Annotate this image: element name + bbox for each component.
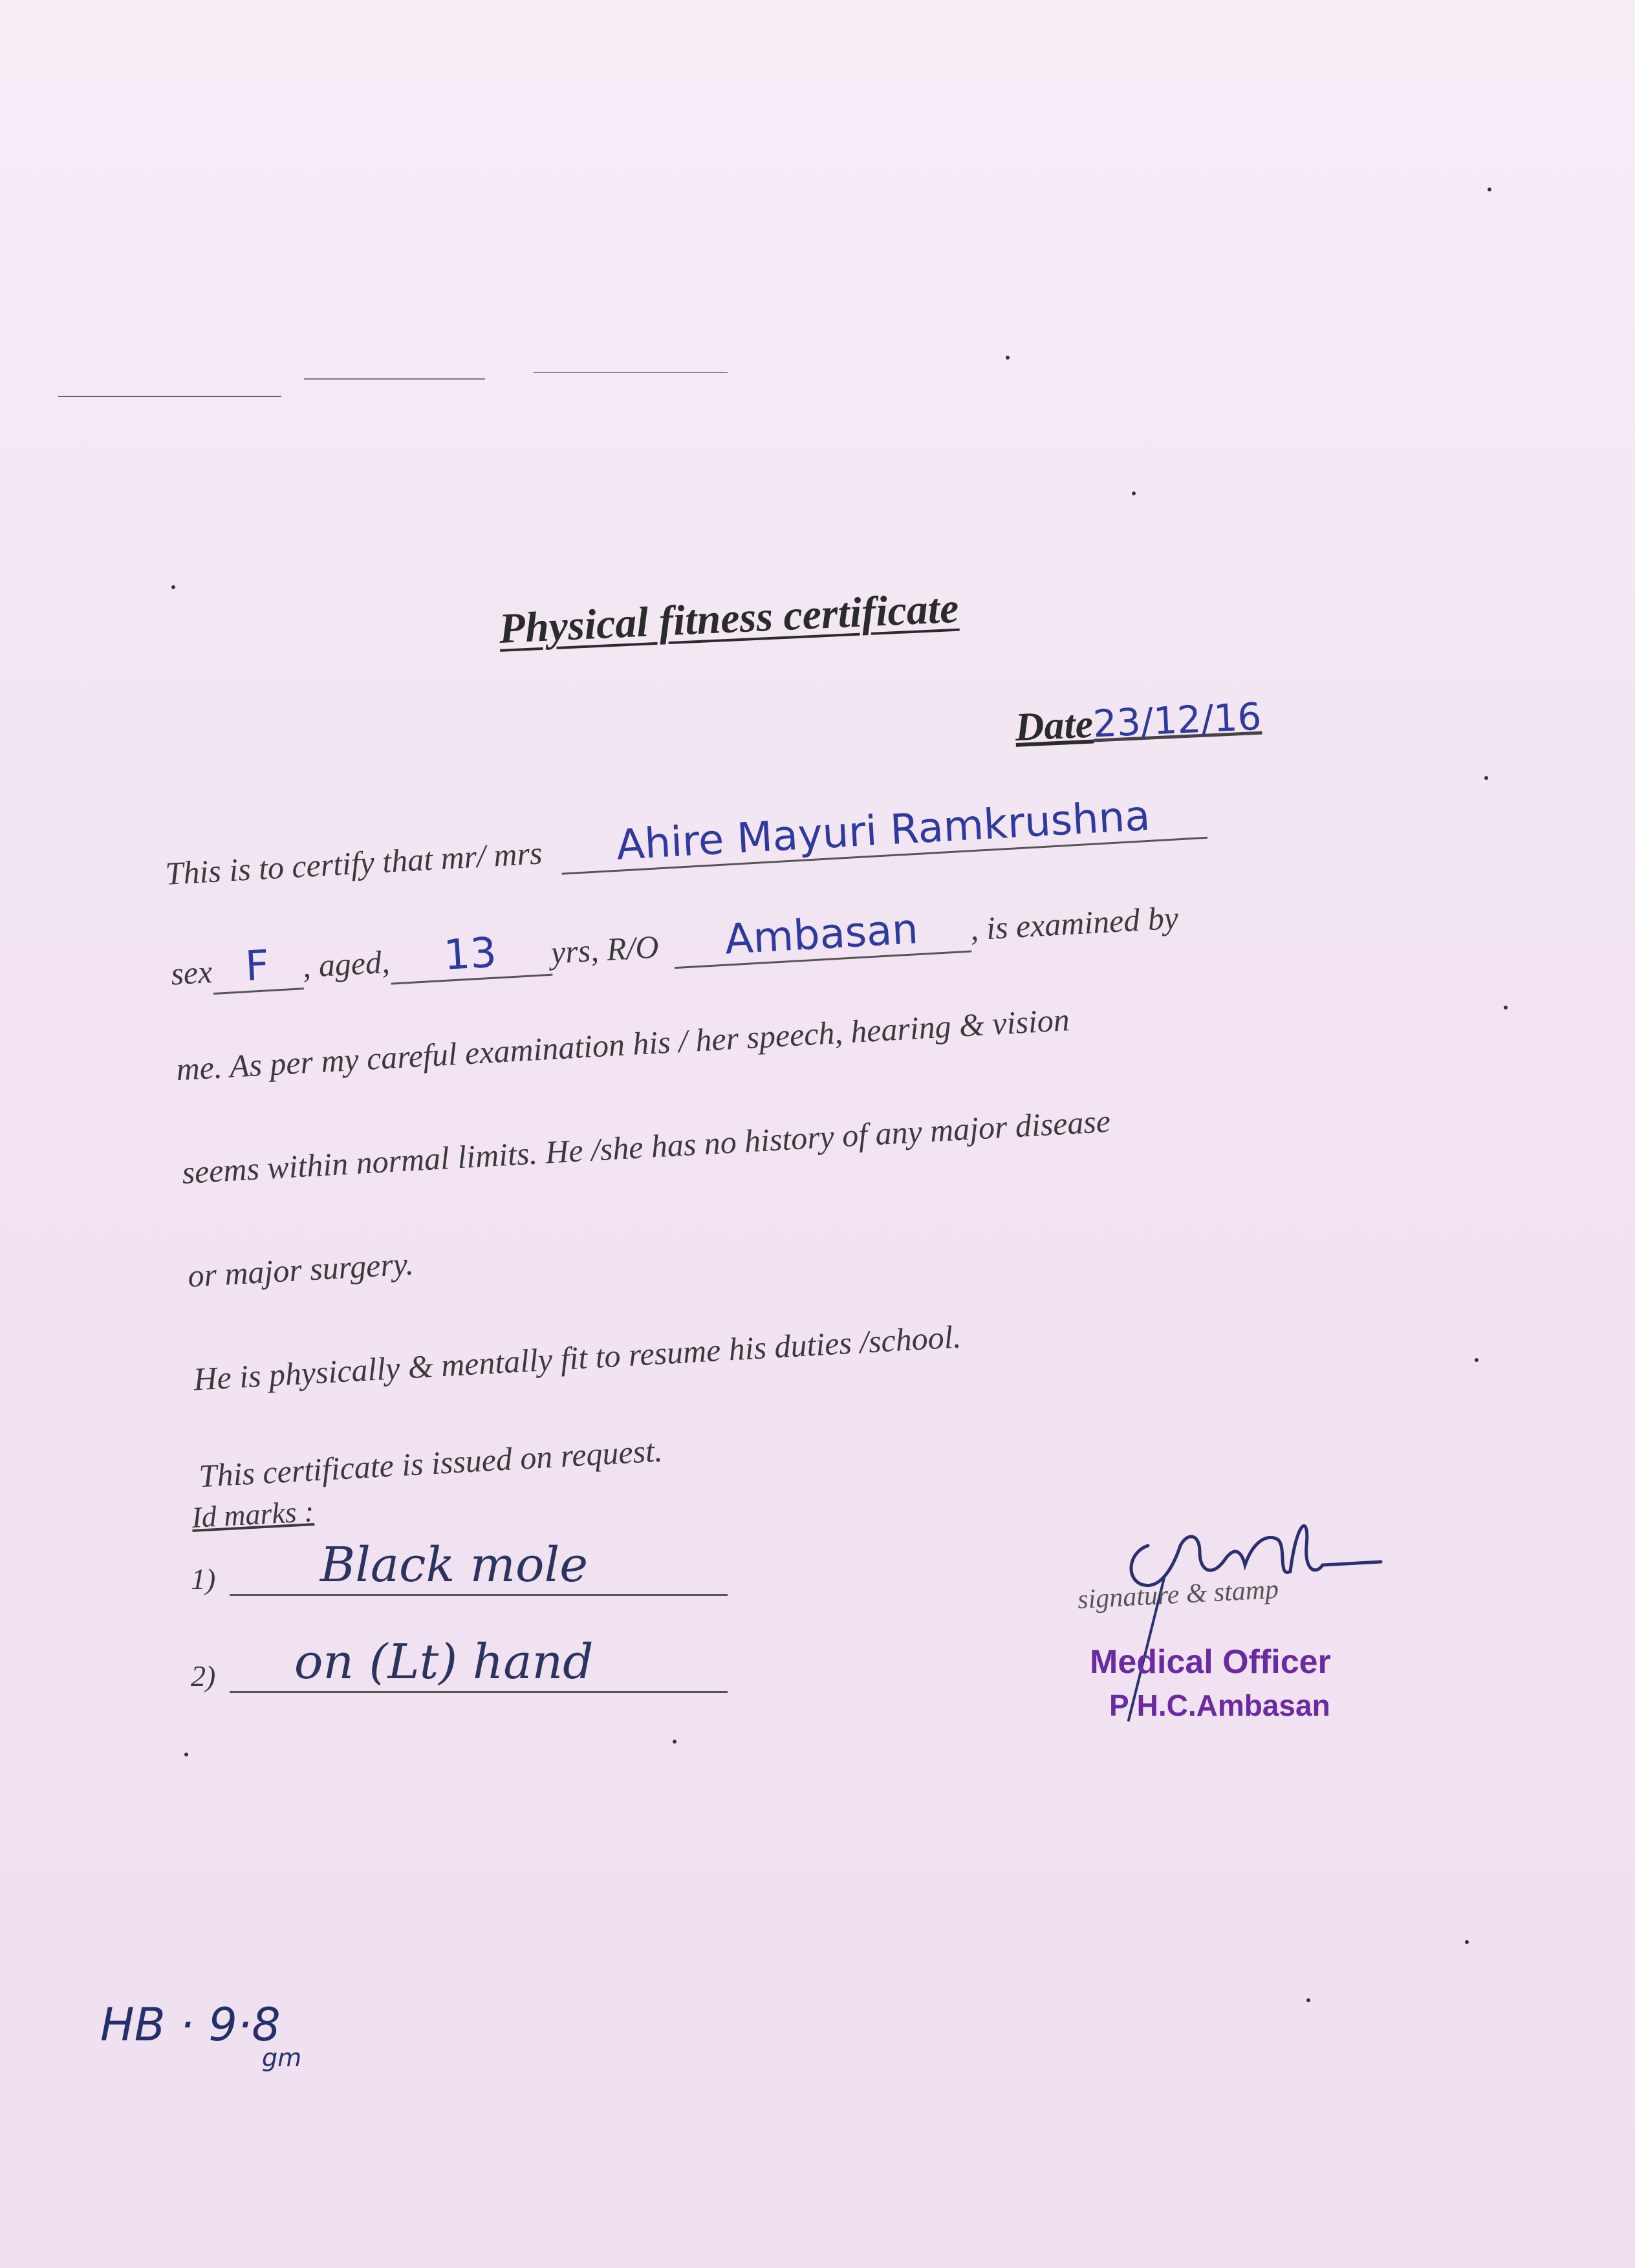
- name-field: [559, 789, 1207, 875]
- scan-speck: [184, 1753, 188, 1756]
- sex-label: sex: [169, 953, 213, 992]
- scan-speck: [1306, 1998, 1310, 2002]
- scan-speck: [673, 1740, 677, 1744]
- body-line-2: [169, 891, 1180, 997]
- id-mark-line-2: [230, 1634, 728, 1693]
- aged-label: , aged,: [301, 943, 391, 985]
- date-value: 23/12/16: [1092, 694, 1262, 746]
- scan-speck: [1488, 188, 1491, 191]
- id-mark-row-1: [191, 1537, 728, 1596]
- hb-value: HB · 9·8: [100, 1998, 281, 2051]
- id-mark-text-1: Black mole: [319, 1537, 588, 1593]
- date-label: Date: [1014, 702, 1094, 750]
- body-line-1: [164, 789, 1207, 897]
- signature-caption: signature & stamp: [1077, 1574, 1280, 1615]
- id-mark-text-2: on (Lt) hand: [294, 1634, 594, 1690]
- hb-unit: gm: [262, 2044, 302, 2072]
- id-mark-line-1: [230, 1537, 728, 1596]
- stamp-title: Medical Officer: [1090, 1643, 1331, 1681]
- body-line-7: This certificate is issued on request.: [198, 1432, 664, 1495]
- top-rule-right: [534, 372, 728, 373]
- id-marks-heading: Id marks :: [191, 1495, 315, 1534]
- scan-speck: [171, 585, 175, 589]
- age-field: [388, 926, 552, 985]
- signature-block: [1077, 1507, 1413, 1727]
- certify-prefix: This is to certify that mr/ mrs: [164, 834, 543, 892]
- sex-field: [211, 940, 304, 995]
- top-rule-middle: [304, 378, 485, 380]
- scan-speck: [1504, 1006, 1508, 1010]
- examined-suffix: , is examined by: [969, 899, 1180, 947]
- body-line-3: me. As per my careful examination his / her speech, hearing & vision: [175, 1001, 1071, 1088]
- id-marks-section: [191, 1495, 594, 1692]
- stamp-location: P H.C.Ambasan: [1109, 1689, 1330, 1722]
- residence-field: [671, 903, 971, 969]
- top-rule-left: [58, 396, 281, 397]
- body-line-5: or major surgery.: [186, 1245, 415, 1294]
- scan-speck: [1006, 356, 1010, 360]
- hb-note: [100, 1998, 302, 2072]
- id-mark-number-2: 2): [191, 1659, 216, 1692]
- body-line-6: He is physically & mentally fit to resume his duties /school.: [192, 1318, 962, 1398]
- id-mark-number-1: 1): [191, 1562, 216, 1595]
- name-value: Ahire Mayuri Ramkrushna: [614, 792, 1152, 870]
- scan-speck: [1484, 776, 1488, 780]
- date-field: [1014, 694, 1262, 751]
- yrs-label: yrs, R/O: [550, 928, 660, 971]
- scan-speck: [1465, 1940, 1469, 1944]
- sex-value: F: [244, 942, 271, 991]
- age-value: 13: [442, 929, 498, 980]
- scan-speck: [1475, 1358, 1478, 1362]
- scan-speck: [1132, 491, 1136, 495]
- body-line-4: seems within normal limits. He /she has no history of any major disease: [180, 1102, 1112, 1191]
- id-mark-row-2: [191, 1634, 728, 1693]
- residence-value: Ambasan: [723, 905, 920, 964]
- certificate-title: Physical fitness certificate: [498, 584, 960, 653]
